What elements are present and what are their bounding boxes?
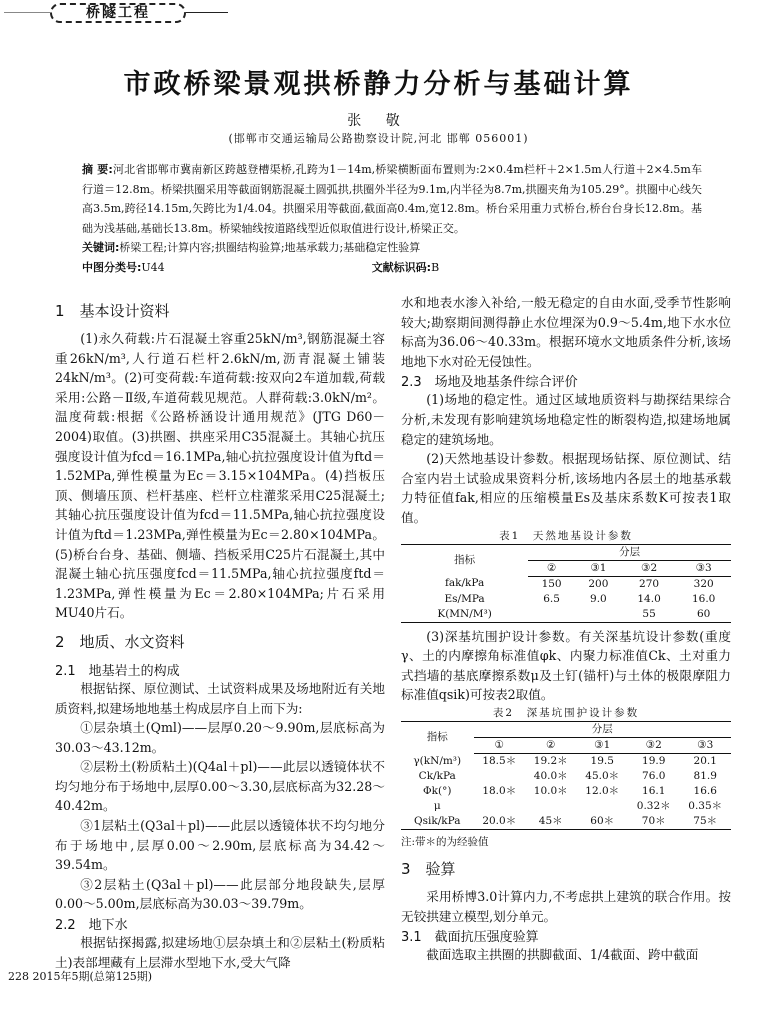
page-footer: 228 2015年5期(总第125期) [8, 970, 153, 983]
clc-value: U44 [141, 260, 165, 274]
header-rule [186, 12, 228, 13]
abstract [82, 160, 702, 278]
paper-title: 市政桥梁景观拱桥静力分析与基础计算 [123, 69, 634, 100]
table-cell: 75＊ [693, 814, 718, 827]
table-cell: 20.1 [693, 754, 717, 767]
section-heading: 2.2 地下水 [55, 918, 128, 934]
table2-caption: 表2 深基坑围护设计参数 [492, 706, 640, 719]
paragraph: 采用桥博3.0计算内力,不考虑拱上建筑的联合作用。按无铰拱建立模型,划分单元。 [401, 888, 731, 924]
section-heading: 2.1 地基岩土的构成 [55, 663, 180, 679]
clc-label: 中图分类号: [82, 260, 142, 274]
table-cell: 40.0＊ [533, 769, 568, 782]
paragraph: (3)深基坑围护设计参数。有关深基坑设计参数(重度γ、土的内摩擦角标准值φk、内聚力标准值Ck、土对重力式挡墙的基底摩擦系数μ及土钉(锚杆)与土体的极限摩阻力标准值qsik)可按表2取值。 [401, 628, 731, 703]
table-cell: 76.0 [642, 769, 666, 782]
paragraph: ③2层粘土(Q3al＋pl)——此层部分地段缺失,层厚0.00～5.00m,层底标高为30.03～39.79m。 [55, 876, 385, 912]
table-cell: 18.0＊ [482, 784, 517, 797]
right-column [401, 293, 731, 965]
table-cell: 150 [541, 577, 562, 590]
column-header: ③1 [575, 560, 622, 576]
table-cell: 19.5 [590, 754, 614, 767]
table-cell: 0.32＊ [636, 799, 671, 812]
keywords-text: 桥梁工程;计算内容;拱圈结构验算;地基承载力;基础稳定性验算 [119, 241, 421, 255]
column-header: ③3 [679, 737, 731, 753]
table-cell: 10.0＊ [533, 784, 568, 797]
table-cell: 270 [639, 577, 660, 590]
table-row [401, 576, 731, 592]
column-header: ② [528, 560, 575, 576]
table-cell: 19.2＊ [533, 754, 568, 767]
section-heading: 2 地质、水文资料 [55, 632, 185, 651]
group-header: 分层 [528, 544, 731, 560]
table2-note: 注:带＊的为经验值 [401, 835, 489, 848]
section-heading: 3.1 截面抗压强度验算 [401, 930, 539, 946]
keywords-label: 关键词: [82, 241, 120, 255]
column-header: ② [525, 737, 576, 753]
table2 [401, 721, 731, 830]
column-header: ③2 [622, 560, 677, 576]
paragraph: 截面选取主拱圈的拱脚截面、1/4截面、跨中截面 [426, 947, 699, 963]
paragraph: (2)天然地基设计参数。根据现场钻探、原位测试、结合室内岩土试验成果资料分析,该场地内各层土的地基承载力特征值fak,相应的压缩模量Es及基床系数K可按表1取值。 [401, 451, 731, 525]
table-cell: 16.0 [691, 592, 716, 605]
table-cell [575, 607, 622, 623]
paragraph: 根据钻探、原位测试、土试资料成果及场地附近有关地质资料,拟建场地地基土构成层序自上而下为: [55, 680, 385, 716]
table-cell [576, 799, 627, 814]
index-header: 指标 [426, 731, 448, 744]
column-header: ③2 [628, 737, 679, 753]
table-cell: 16.1 [642, 784, 666, 797]
running-header [0, 0, 757, 30]
paragraph: (1)永久荷载:片石混凝土容重25kN/m³,钢筋混凝土容重26kN/m³,人行道石栏杆2.6kN/m,沥青混凝土铺装24kN/m³。(2)可变荷载:车道荷载:按双向2车道加载,荷载采用:公路－Ⅱ级,车道荷载见规范。人群荷载:3.0kN/m²。温度荷载:根据《公路桥涵设计通用规范》(JTG D60－2004)取值。(3)拱圈、拱座采用C35混凝土。其轴心抗压强度设计值为fcd＝16.1MPa,轴心抗拉强度设计值为ftd＝1.52MPa,弹性模量为Ec＝3.15×104MPa。(4)挡板压顶、侧墙压顶、栏杆基座、栏杆立柱灌浆采用C25混凝土;其轴心抗压强度设计值为fcd＝11.5MPa,轴心抗拉强度设计值为ftd＝1.23MPa,弹性模量为Ec＝2.80×104MPa。(5)桥台台身、基础、侧墙、挡板采用C25片石混凝土,其中混凝土轴心抗压强度fcd＝11.5MPa,轴心抗拉强度ftd＝1.23MPa,弹性模量为Ec＝2.80×104MPa;片石采用MU40片石。 [55, 331, 385, 621]
table-cell: 12.0＊ [585, 784, 620, 797]
table-cell: 9.0 [590, 592, 607, 605]
table-row [401, 592, 731, 607]
abstract-text: 河北省邯郸市冀南新区跨越登槽渠桥,孔跨为1－14m,桥梁横断面布置则为:2×0.4m栏杆＋2×1.5m人行道＋2×4.5m车行道＝12.8m。桥梁拱圈采用等截面钢筋混凝土圆弧拱,拱圈外半径为9.1m,内半径为8.7m,拱圈夹角为105.29°。拱圈中心线矢高3.5m,跨径14.15m,矢跨比为1/4.04。拱圈采用等截面,截面高0.4m,宽12.8m。桥台采用重力式桥台,桥台台身长12.8m。基础为浅基础,基础长13.8m。桥梁轴线按道路线型近似取值进行设计,桥梁正交。 [82, 163, 702, 235]
section-heading: 1 基本设计资料 [55, 302, 170, 320]
affiliation: (邯郸市交通运输局公路勘察设计院,河北 邯郸 056001) [228, 132, 529, 145]
abstract-label: 摘 要: [82, 163, 113, 176]
header-rule [4, 12, 52, 13]
table-cell [528, 607, 575, 623]
paragraph: ③1层粘土(Q3al＋pl)——此层以透镜体状不均匀地分布于场地中,层厚0.00～2.90m,层底标高为34.42～39.54m。 [55, 818, 385, 873]
paragraph: ①层杂填土(Qml)——层厚0.20～9.90m,层底标高为30.03～43.12m。 [55, 720, 385, 755]
table-cell: fak/kPa [444, 577, 485, 590]
paragraph: ②层粉土(粉质粘土)(Q4al＋pl)——此层以透镜体状不均匀地分布于场地中,层厚0.00～3.30,层底标高为32.28～40.42m。 [55, 759, 385, 814]
left-column [55, 292, 385, 972]
table-cell [474, 799, 525, 814]
table-cell: Qsik/kPa [414, 814, 461, 827]
index-header: 指标 [454, 553, 476, 566]
table-row [401, 784, 731, 799]
table-cell: 60＊ [590, 814, 615, 827]
table-cell: 18.5＊ [482, 754, 517, 767]
table-cell [525, 799, 576, 814]
table-cell [474, 769, 525, 784]
table-cell: 70＊ [641, 814, 666, 827]
section-heading: 3 验算 [401, 859, 456, 878]
table-cell: Es/MPa [444, 592, 485, 605]
table-cell: K(MN/M³) [437, 607, 492, 620]
table-cell: 6.5 [543, 592, 560, 605]
table-cell: 0.35＊ [688, 799, 723, 812]
table-row [401, 607, 731, 623]
table-cell: Φk(°) [423, 784, 452, 797]
table-row [401, 814, 731, 830]
column-header: ③1 [576, 737, 627, 753]
table-row [401, 799, 731, 814]
column-header: ③3 [676, 560, 731, 576]
paragraph: 根据钻探揭露,拟建场地①层杂填土和②层粘土(粉质粘土)表部埋藏有上层滞水型地下水,受大气降 [55, 935, 385, 970]
table-cell: μ [433, 799, 441, 812]
table-cell: 45.0＊ [585, 769, 620, 782]
column-header: ① [474, 737, 525, 753]
table-cell: 320 [693, 577, 714, 590]
table-row [401, 753, 731, 769]
table-cell: 20.0＊ [482, 814, 517, 827]
table-cell: 45＊ [538, 814, 563, 827]
table1 [401, 544, 731, 623]
paragraph: 水和地表水渗入补给,一般无稳定的自由水面,受季节性影响较大;勘察期间测得静止水位埋深为0.9～5.4m,地下水水位标高为36.06～40.33m。根据环境水文地质条件分析,该场地地下水对砼无侵蚀性。 [401, 295, 731, 369]
table-cell: 60 [697, 607, 711, 620]
table-cell: 200 [588, 577, 609, 590]
table1-caption: 表1 天然地基设计参数 [499, 529, 633, 542]
section-label: 桥隧工程 [50, 3, 186, 23]
group-header: 分层 [474, 721, 731, 737]
paragraph: (1)场地的稳定性。通过区域地质资料与勘探结果综合分析,未发现有影响建筑场地稳定性的断裂构造,拟建场地属稳定的建筑场地。 [401, 392, 731, 447]
section-heading: 2.3 场地及地基条件综合评价 [401, 375, 578, 391]
table-row [401, 769, 731, 784]
table-cell: 55 [642, 607, 656, 620]
table-cell: Ck/kPa [418, 769, 456, 782]
table-cell: 81.9 [693, 769, 717, 782]
table-cell: 19.9 [642, 754, 666, 767]
table-cell: γ(kN/m³) [413, 754, 462, 767]
doccode-label: 文献标识码: [371, 260, 432, 274]
doccode-value: B [431, 260, 440, 274]
table-cell: 16.6 [693, 784, 717, 797]
table-cell: 14.0 [637, 592, 661, 605]
author: 张 敬 [347, 113, 410, 129]
